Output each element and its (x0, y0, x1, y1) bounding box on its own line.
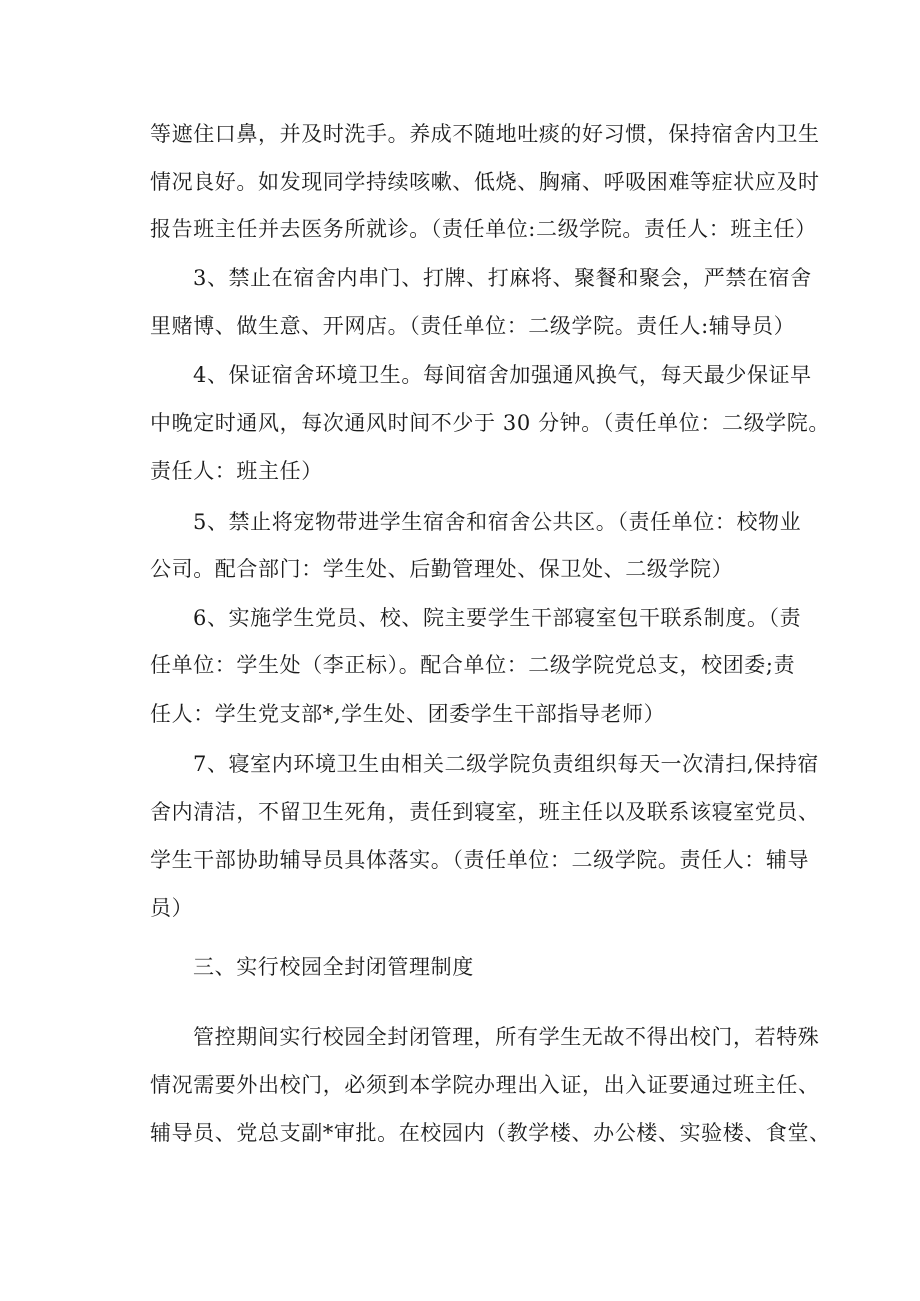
item-4-line-1: 4、保证宿舍环境卫生。每间宿舍加强通风换气，每天最少保证早 (193, 363, 812, 387)
item-7-line-3: 学生干部协助辅导员具体落实。（责任单位：二级学院。责任人：辅导 (150, 848, 810, 872)
item-6-line-1: 6、实施学生党员、校、院主要学生干部寝室包干联系制度。（责 (193, 606, 802, 630)
item-7-line-4: 员） (150, 896, 194, 920)
paragraph-line: 情况良好。如发现同学持续咳嗽、低烧、胸痛、呼吸困难等症状应及时 (150, 170, 820, 194)
section-para-line-1: 管控期间实行校园全封闭管理，所有学生无故不得出校门，若特殊 (193, 1025, 820, 1049)
item-3-line-2: 里赌博、做生意、开网店。（责任单位：二级学院。责任人:辅导员） (150, 314, 796, 338)
item-4-line-2: 中晚定时通风，每次通风时间不少于 30 分钟。（责任单位：二级学院。 (150, 411, 830, 435)
item-7-line-2: 舍内清洁，不留卫生死角，责任到寝室，班主任以及联系该寝室党员、 (150, 800, 820, 824)
item-5-line-2: 公司。配合部门：学生处、后勤管理处、保卫处、二级学院） (150, 557, 734, 581)
item-6-line-2: 任单位：学生处（李正标）。配合单位：二级学院党总支，校团委;责 (150, 653, 796, 677)
item-7-line-1: 7、寝室内环境卫生由相关二级学院负责组织每天一次清扫,保持宿 (193, 752, 820, 776)
section-heading: 三、实行校园全封闭管理制度 (193, 955, 474, 979)
paragraph-line: 等遮住口鼻，并及时洗手。养成不随地吐痰的好习惯，保持宿舍内卫生 (150, 122, 820, 146)
section-para-line-3: 辅导员、党总支副*审批。在校园内（教学楼、办公楼、实验楼、食堂、 (150, 1121, 831, 1145)
item-5-line-1: 5、禁止将宠物带进学生宿舍和宿舍公共区。（责任单位：校物业 (193, 510, 802, 534)
section-para-line-2: 情况需要外出校门，必须到本学院办理出入证，出入证要通过班主任、 (150, 1073, 820, 1097)
item-6-line-3: 任人：学生党支部*,学生处、团委学生干部指导老师） (150, 702, 666, 726)
paragraph-line: 报告班主任并去医务所就诊。（责任单位:二级学院。责任人：班主任） (150, 217, 817, 241)
item-4-line-3: 责任人：班主任） (150, 459, 323, 483)
item-3-line-1: 3、禁止在宿舍内串门、打牌、打麻将、聚餐和聚会，严禁在宿舍 (193, 266, 812, 290)
